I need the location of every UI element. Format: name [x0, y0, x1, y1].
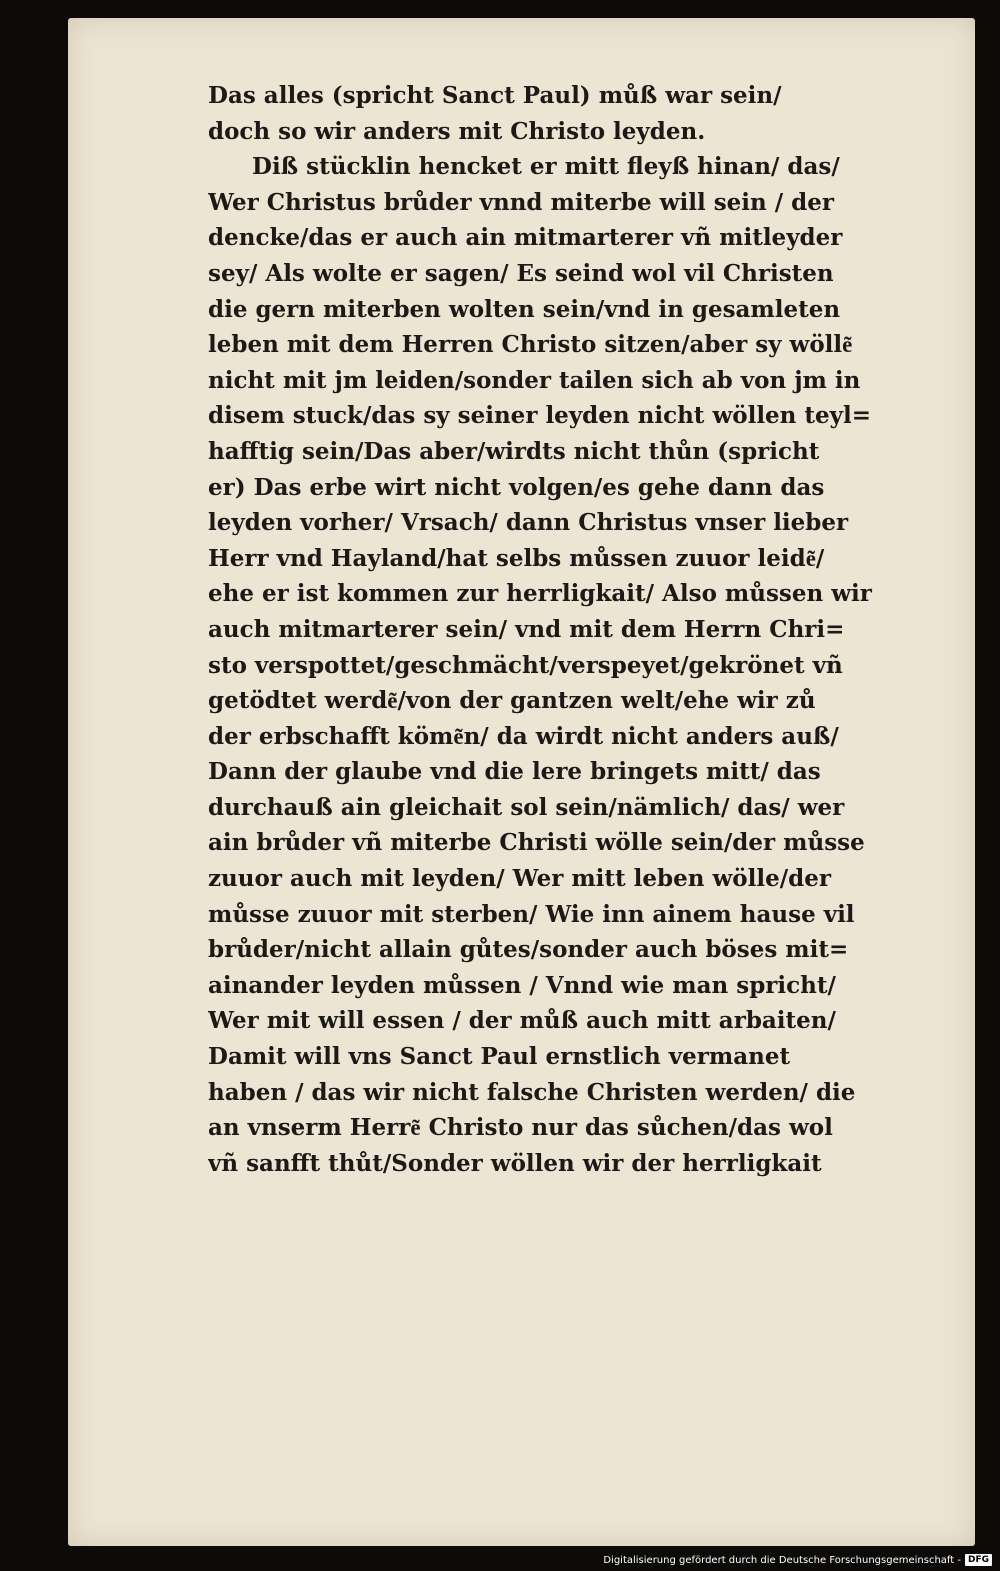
text-line-14: Herr vnd Hayland/hat selbs můssen zuuor leide͂/: [208, 544, 825, 572]
book-page: [68, 18, 975, 1546]
text-line-19: der erbschafft köme͂n/ da wirdt nicht anders auß/: [208, 722, 839, 750]
text-line-7: die gern miterben wolten sein/vnd in gesamleten: [208, 295, 841, 323]
text-line-4: Wer Christus brůder vnnd miterbe will sein / der: [208, 188, 834, 216]
text-line-24: můsse zuuor mit sterben/ Wie inn ainem hause vil: [208, 900, 855, 928]
text-line-31: vñ sanfft thůt/Sonder wöllen wir der herrligkait: [208, 1149, 822, 1177]
text-line-18: getödtet werde͂/von der gantzen welt/ehe wir zů: [208, 687, 816, 715]
text-line-25: brůder/nicht allain gůtes/sonder auch böses mit=: [208, 936, 849, 964]
text-line-5: dencke/das er auch ain mitmarterer vñ mitleyder: [208, 224, 843, 252]
text-line-22: ain brůder vñ miterbe Christi wölle sein/der můsse: [208, 829, 865, 857]
text-line-1: Das alles (spricht Sanct Paul) můß war sein/: [208, 82, 782, 109]
dfg-logo: DFG: [965, 1554, 992, 1566]
text-line-20: Dann der glaube vnd die lere bringets mitt/ das: [208, 758, 821, 786]
funding-credit-text: Digitalisierung gefördert durch die Deutsche Forschungsgemeinschaft -: [603, 1554, 961, 1566]
text-line-30: an vnserm Herre͂ Christo nur das sůchen/das wol: [208, 1114, 833, 1142]
text-line-13: leyden vorher/ Vrsach/ dann Christus vnser lieber: [208, 509, 849, 537]
funding-credit: [603, 1554, 992, 1566]
page-text-block: [208, 78, 953, 1181]
text-line-2: doch so wir anders mit Christo leyden.: [208, 117, 706, 145]
text-line-11: hafftig sein/Das aber/wirdts nicht thůn (spricht: [208, 437, 820, 465]
text-line-12: er) Das erbe wirt nicht volgen/es gehe dann das: [208, 473, 825, 501]
text-line-3: Diß stücklin hencket er mitt fleyß hinan/ das/: [252, 153, 840, 181]
text-line-29: haben / das wir nicht falsche Christen werden/ die: [208, 1078, 856, 1106]
text-line-16: auch mitmarterer sein/ vnd mit dem Herrn Chri=: [208, 615, 845, 643]
text-line-15: ehe er ist kommen zur herrligkait/ Also můssen wir: [208, 580, 872, 608]
text-line-9: nicht mit jm leiden/sonder tailen sich ab von jm in: [208, 366, 861, 394]
text-line-8: leben mit dem Herren Christo sitzen/aber sy wölle͂: [208, 331, 853, 359]
text-line-21: durchauß ain gleichait sol sein/nämlich/ das/ wer: [208, 793, 845, 821]
text-line-6: sey/ Als wolte er sagen/ Es seind wol vil Christen: [208, 259, 834, 287]
text-line-10: disem stuck/das sy seiner leyden nicht wöllen teyl=: [208, 402, 872, 430]
text-line-23: zuuor auch mit leyden/ Wer mitt leben wölle/der: [208, 865, 831, 893]
text-line-28: Damit will vns Sanct Paul ernstlich vermanet: [208, 1043, 791, 1071]
text-line-26: ainander leyden můssen / Vnnd wie man spricht/: [208, 971, 836, 999]
text-line-27: Wer mit will essen / der můß auch mitt arbaiten/: [208, 1007, 836, 1035]
text-line-17: sto verspottet/geschmächt/verspeyet/gekrönet vñ: [208, 651, 843, 679]
